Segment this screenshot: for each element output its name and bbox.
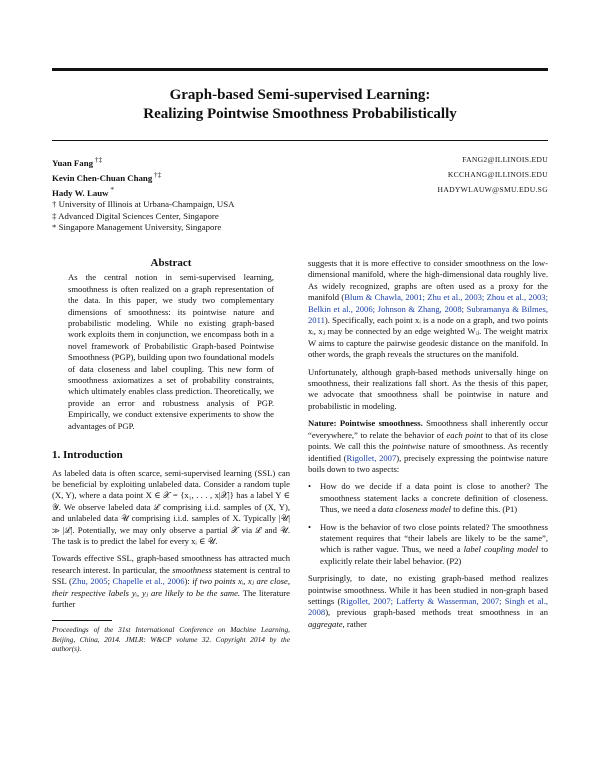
author-block [52,154,548,233]
section-heading: 1. Introduction [52,449,123,462]
author-email[interactable]: HADYWLAUW@SMU.EDU.SG [437,185,548,195]
footnote-rule [52,620,112,621]
author-row [52,184,548,199]
footnote: Proceedings of the 31st International Conference on Machine Learning, Beijing, China, 2014. JMLR: W&CP volume 32. Copyright 2014 by the author(s). [52,625,290,654]
citation-link[interactable]: Zhu, 2005 [71,576,108,587]
title-bottom-rule [52,140,548,141]
affiliation: ‡ Advanced Digital Sciences Center, Singapore [52,210,219,221]
citation-links[interactable]: Blum & Chawla, 2001; Zhu et al., 2003; Zhou et al., 2003; Belkin et al., 2006; Johnson & Zhang, 2008; Subramanya & Bilmes, 2011 [308,292,548,326]
title-line-2: Realizing Pointwise Smoothness Probabilistically [143,106,457,122]
author-row [52,169,548,184]
affiliation: * Singapore Management University, Singapore [52,221,222,232]
paragraph-lead: Nature: Pointwise smoothness. [308,418,423,429]
right-paragraph-3: Nature: Pointwise smoothness. Smoothness shall inherently occur “everywhere,” to relate the behavior of each point to that of its close points. We call this the pointwise nature of smoothness. As recently identified (Rigollet, 2007), precisely expressing the pointwise nature boils down to two aspects: [308,418,549,474]
author-email[interactable]: KCCHANG@ILLINOIS.EDU [447,170,548,180]
right-column [308,258,548,636]
bullet-item-2: • How is the behavior of two close points related? The smoothness statement requires that “their labels are likely to be the same”, which is rather vague. Thus, we need a label coupling model to explicitly relate their label behavior. (P2) [308,521,548,566]
title-top-rule [52,68,548,71]
author-email[interactable]: FANG2@ILLINOIS.EDU [462,155,548,164]
author-mark: †‡ [152,170,162,180]
affiliation: † University of Illinois at Urbana-Champaign, USA [52,199,235,210]
right-paragraph-1: suggests that it is more effective to consider smoothness on the low-dimensional manifold, where the high-dimensional data roughly live. As widely recognized, graphs are often used as a proxy for the manifold (Blum & Chawla, 2001; Zhu et al., 2003; Zhou et al., 2003; Belkin et al., 2006; Johnson & Zhang, 2008; Subramanya & Bilmes, 2011). Specifically, each point xᵢ is a node on a graph, and two points xᵢ, xⱼ may be connected by an edge weighted Wᵢⱼ. The weight matrix W aims to capture the pairwise geodesic distance on the manifold. In other words, the graph reveals the structures on the manifold. [308,258,548,360]
bullet-item-1: • How do we decide if a data point is close to another? The smoothness statement lacks a concrete definition of closeness. Thus, we need a data closeness model to define this. (P1) [308,481,548,515]
citation-links[interactable]: Rigollet, 2007; Lafferty & Wasserman, 2007; Singh et al., 2008 [308,595,548,618]
right-paragraph-4: Surprisingly, to date, no existing graph-based method realizes pointwise smoothness. While it has been studied in non-graph based settings (Rigollet, 2007; Lafferty & Wasserman, 2007; Singh et al., 2008), previous graph-based methods treat smoothness in an aggregate, rather [308,573,548,629]
author-name: Yuan Fang [52,157,93,168]
abstract-heading: Abstract [150,257,192,269]
right-paragraph-2: Unfortunately, although graph-based methods universally hinge on smoothness, their realizations fall short. As the thesis of this paper, we advocate that smoothness shall be pointwise in nature and probabilistic in modeling. [308,366,548,411]
title-line-1: Graph-based Semi-supervised Learning: [169,87,431,103]
author-name: Kevin Chen-Chuan Chang [52,173,153,184]
bullet-dot-icon: • [308,521,312,532]
citation-link[interactable]: Chapelle et al., 2006 [112,576,185,587]
intro-paragraph-1: As labeled data is often scarce, semi-supervised learning (SSL) can be beneficial by exploiting unlabeled data. Consider a random tuple (X, Y), where a data point X ∈ 𝒳 = {x₁, . . . , x|𝒳|} has a label Y ∈ 𝒴. We observe labeled data ℒ comprising i.i.d. samples of (X, Y), and unlabeled data 𝒰 comprising i.i.d. samples of X. Typically |𝒰| ≫ |ℒ|. Potentially, we may only observe a partial 𝒳 via ℒ and 𝒰. The task is to predict the label for every xᵢ ∈ 𝒰. [52,467,290,546]
paper-title [0,86,600,124]
bullet-dot-icon: • [308,481,312,492]
citation-link[interactable]: Rigollet, 2007 [346,452,397,463]
author-mark: †‡ [93,155,103,164]
author-mark: * [108,185,114,195]
left-column [52,258,290,654]
intro-paragraph-2: Towards effective SSL, graph-based smoothness has attracted much research interest. In particular, the smoothness statement is central to SSL (Zhu, 2005; Chapelle et al., 2006): if two points xᵢ, xⱼ are close, their respective labels yᵢ, yⱼ are likely to be the same. The literature further [52,553,290,609]
author-name: Hady W. Lauw [52,188,109,199]
abstract-text: As the central notion in semi-supervised learning, smoothness is often realized on a graph representation of the data. In this paper, we study two complementary dimensions of smoothness: its pointwise nature and probabilistic modeling. While no existing graph-based work exploits them in conjunction, we encompass both in a novel framework of Probabilistic Graph-based Pointwise Smoothness (PGP), building upon two foundational models of data closeness and label coupling. This new form of smoothness axiomatizes a set of probability constraints, which ultimately enables class prediction. Theoretically, we provide an error and robustness analysis of PGP. Empirically, we conduct extensive experiments to show the advantages of PGP. [68,272,274,431]
author-row [52,154,548,169]
